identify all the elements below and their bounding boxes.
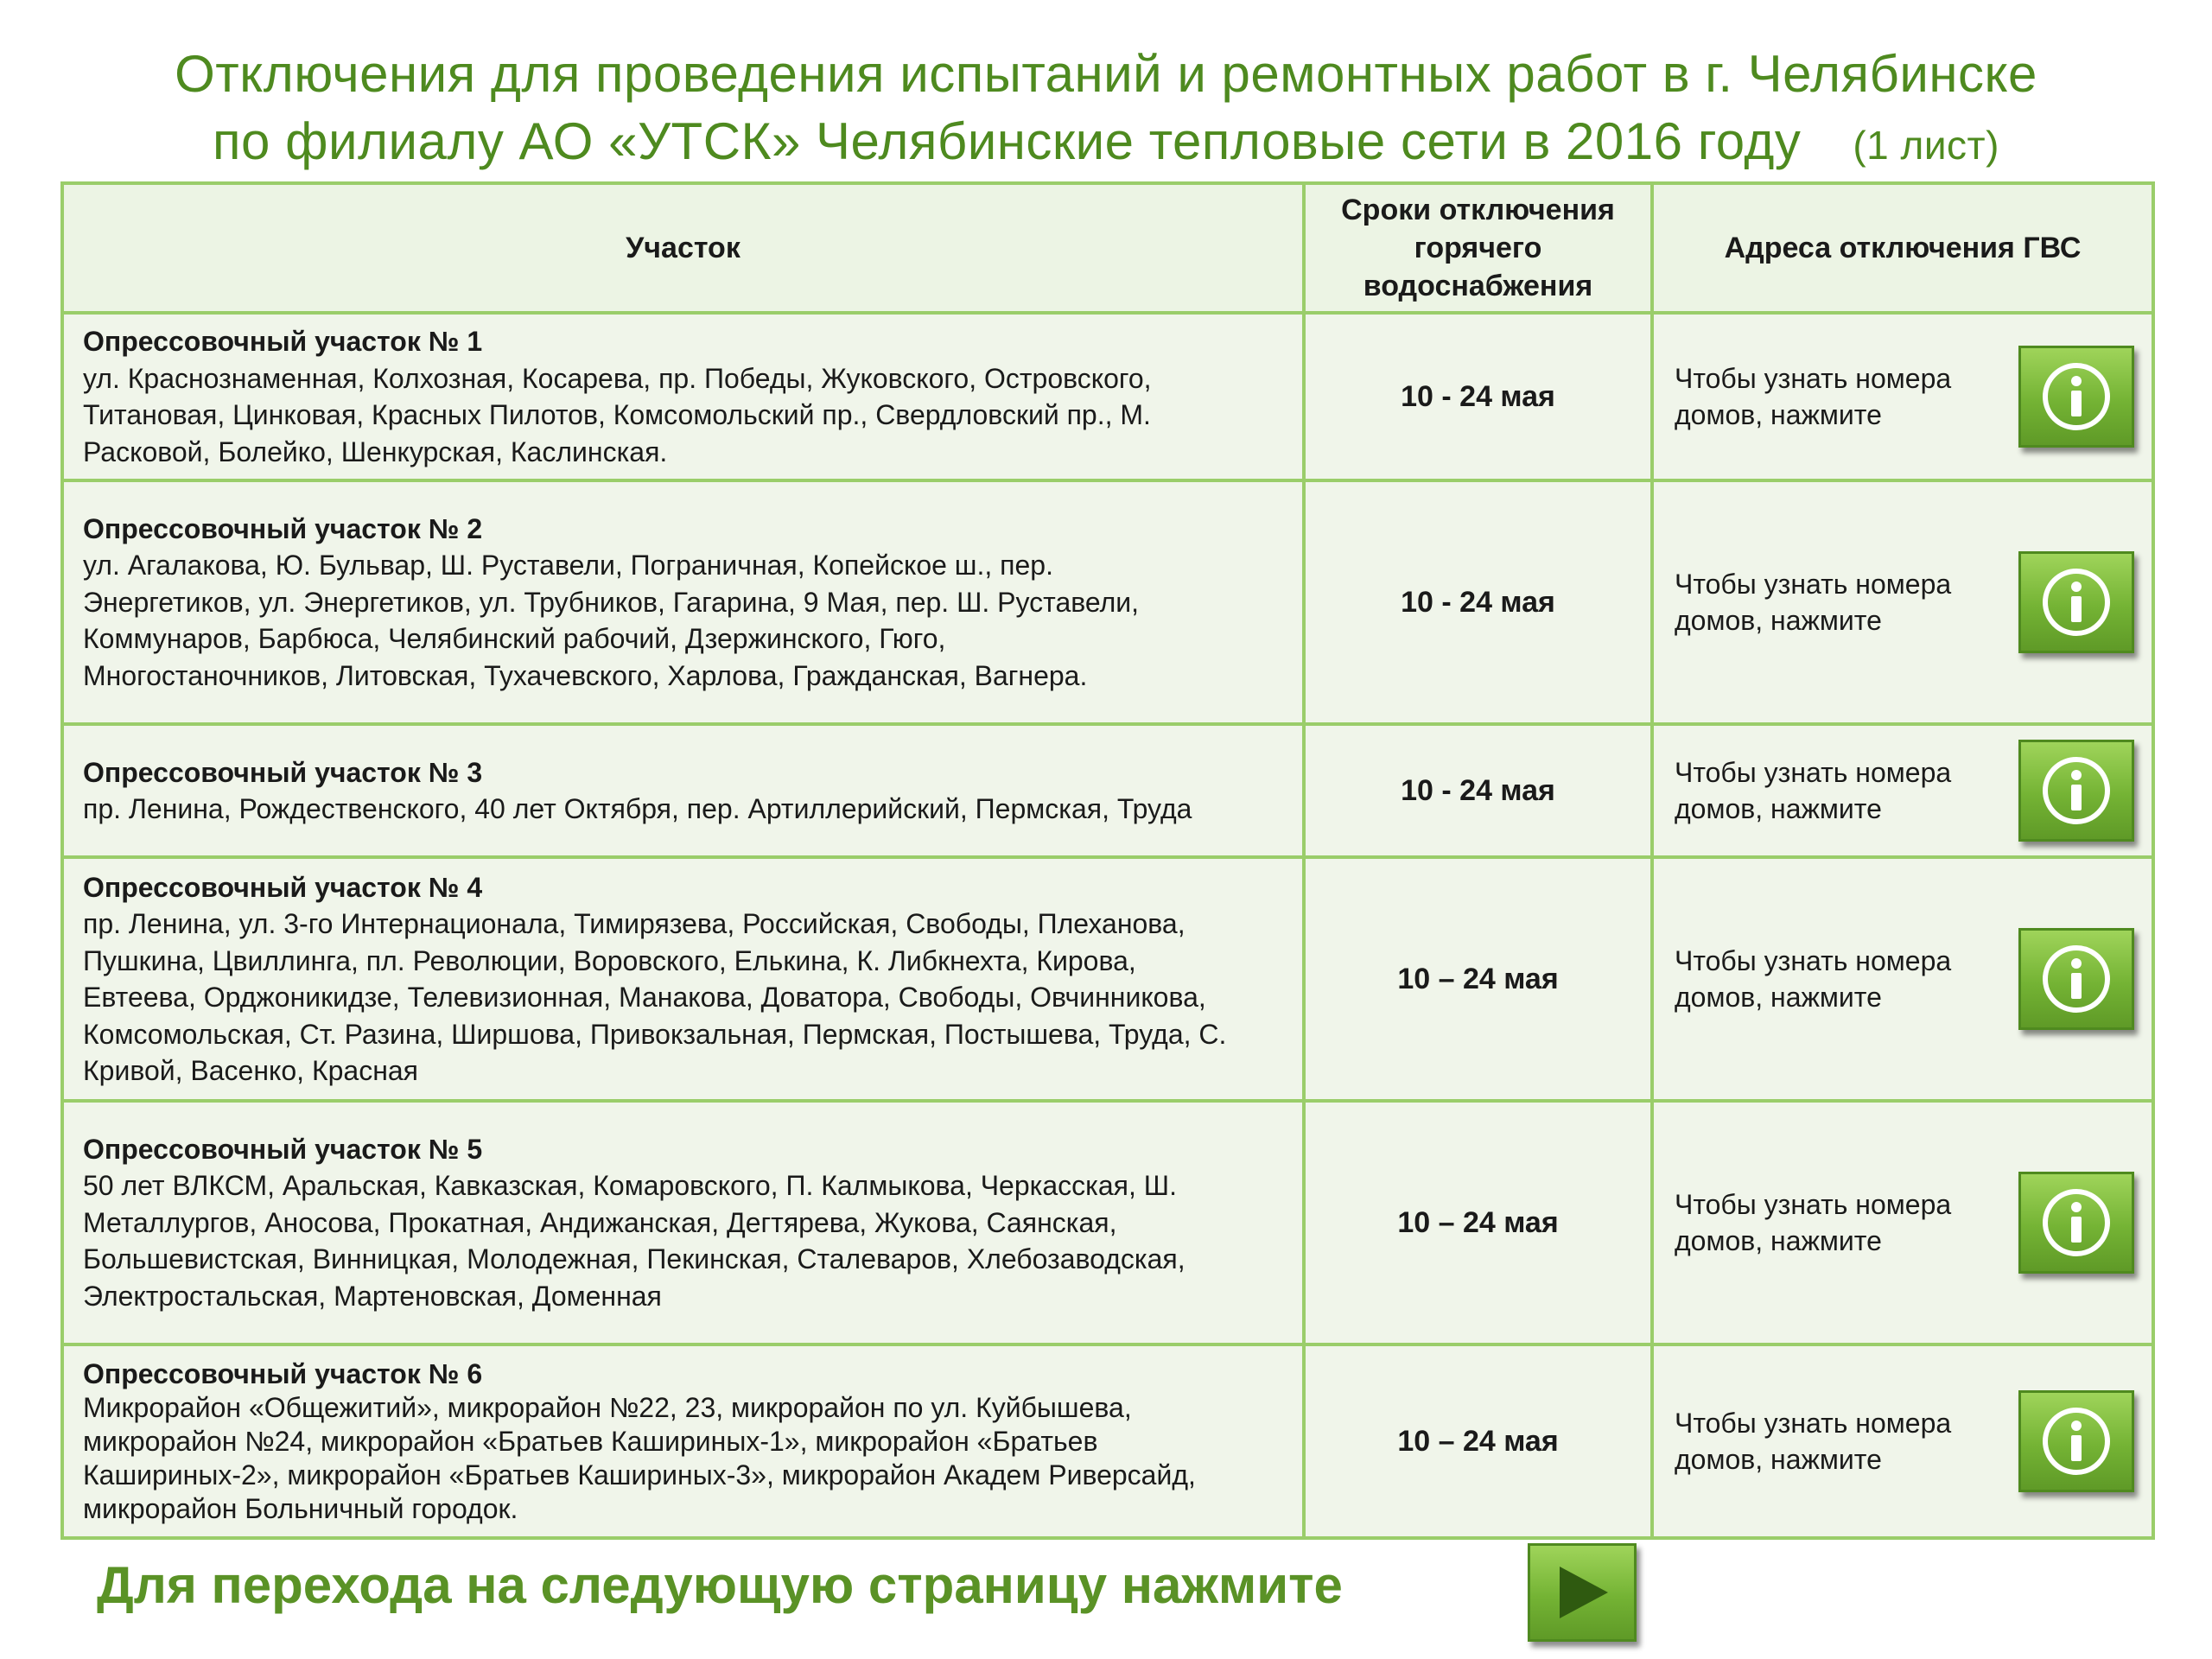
address-cell	[1652, 724, 2153, 857]
outage-dates: 10 - 24 мая	[1304, 724, 1652, 857]
area-streets: ул. Краснознаменная, Колхозная, Косарева, пр. Победы, Жуковского, Островского, Титановая, Цинковая, Красных Пилотов, Комсомольский пр., Свердловский пр., М. Расковой, Болейко, Шенкурская, Каслинская.	[83, 362, 1152, 467]
area-streets: пр. Ленина, Рождественского, 40 лет Октября, пер. Артиллерийский, Пермская, Труда	[83, 793, 1192, 824]
header-dates: Сроки отключения горячего водоснабжения	[1304, 183, 1652, 313]
info-button[interactable]	[2018, 1390, 2134, 1492]
page-title-line1: Отключения для проведения испытаний и ремонтных работ в г. Челябинске	[175, 45, 2037, 103]
address-cell	[1652, 1101, 2153, 1344]
outage-dates: 10 – 24 мая	[1304, 1344, 1652, 1538]
outage-dates: 10 – 24 мая	[1304, 1101, 1652, 1344]
next-page-button[interactable]	[1528, 1543, 1637, 1642]
info-button[interactable]	[2018, 346, 2134, 448]
address-cell	[1652, 1344, 2153, 1538]
area-cell	[62, 1344, 1304, 1538]
play-arrow-icon	[1549, 1560, 1615, 1625]
area-streets: ул. Агалакова, Ю. Бульвар, Ш. Руставели, Пограничная, Копейское ш., пер. Энергетиков, ул. Энергетиков, ул. Трубников, Гагарина, 9 Мая, пер. Ш. Руставели, Коммунаров, Барбюса, Челябинский рабочий, Дзержинского, Гюго, Многостаночников, Литовская, Тухачевского, Харлова, Гражданская, Вагнера.	[83, 550, 1140, 691]
address-prompt: Чтобы узнать номера домов, нажмите	[1675, 1408, 1952, 1475]
page-title	[0, 41, 2212, 107]
area-name: Опрессовочный участок № 6	[83, 1357, 483, 1389]
outage-dates: 10 - 24 мая	[1304, 480, 1652, 724]
info-button[interactable]	[2018, 1172, 2134, 1274]
outage-dates: 10 – 24 мая	[1304, 857, 1652, 1101]
area-streets: Микрорайон «Общежитий», микрорайон №22, 23, микрорайон по ул. Куйбышева, микрорайон №24, микрорайон «Братьев Кашириных-1», микрорайон «Братьев Кашириных-2», микрорайон «Братьев Кашириных-3», микрорайон Академ Риверсайд, микрорайон Больничный городок.	[83, 1391, 1196, 1524]
area-cell	[62, 724, 1304, 857]
outage-table	[60, 181, 2155, 1540]
address-prompt: Чтобы узнать номера домов, нажмите	[1675, 1189, 1952, 1256]
address-prompt: Чтобы узнать номера домов, нажмите	[1675, 945, 1952, 1013]
info-icon	[2040, 360, 2113, 433]
address-prompt: Чтобы узнать номера домов, нажмите	[1675, 569, 1952, 636]
area-name: Опрессовочный участок № 3	[83, 756, 483, 788]
table-row	[62, 1101, 2153, 1344]
table-row	[62, 857, 2153, 1101]
area-cell	[62, 313, 1304, 480]
page-title-line2: по филиалу АО «УТСК» Челябинские тепловые сети в 2016 году	[213, 112, 1802, 170]
next-page-caption: Для перехода на следующую страницу нажмите	[97, 1556, 1343, 1614]
table-row	[62, 1344, 2153, 1538]
address-prompt: Чтобы узнать номера домов, нажмите	[1675, 363, 1952, 430]
area-name: Опрессовочный участок № 4	[83, 871, 483, 903]
area-cell	[62, 1101, 1304, 1344]
info-icon	[2040, 754, 2113, 827]
area-name: Опрессовочный участок № 2	[83, 512, 483, 544]
header-addresses: Адреса отключения ГВС	[1652, 183, 2153, 313]
area-cell	[62, 480, 1304, 724]
table-row	[62, 480, 2153, 724]
area-name: Опрессовочный участок № 5	[83, 1133, 483, 1165]
info-icon	[2040, 1186, 2113, 1259]
address-cell	[1652, 313, 2153, 480]
info-button[interactable]	[2018, 740, 2134, 842]
page-subtitle	[0, 109, 2212, 178]
area-cell	[62, 857, 1304, 1101]
table-row	[62, 313, 2153, 480]
address-cell	[1652, 857, 2153, 1101]
area-name: Опрессовочный участок № 1	[83, 326, 483, 357]
address-cell	[1652, 480, 2153, 724]
info-icon	[2040, 1405, 2113, 1478]
area-streets: 50 лет ВЛКСМ, Аральская, Кавказская, Комаровского, П. Калмыкова, Черкасская, Ш. Металлургов, Аносова, Прокатная, Андижанская, Дегтярева, Жукова, Саянская, Большевистская, Винницкая, Молодежная, Пекинская, Сталеваров, Хлебозаводская, Электростальская, Мартеновская, Доменная	[83, 1170, 1185, 1312]
info-button[interactable]	[2018, 551, 2134, 653]
table-row	[62, 724, 2153, 857]
info-icon	[2040, 943, 2113, 1015]
address-prompt: Чтобы узнать номера домов, нажмите	[1675, 757, 1952, 824]
header-area: Участок	[62, 183, 1304, 313]
info-button[interactable]	[2018, 928, 2134, 1030]
outage-dates: 10 - 24 мая	[1304, 313, 1652, 480]
area-streets: пр. Ленина, ул. 3-го Интернационала, Тимирязева, Российская, Свободы, Плеханова, Пушкина, Цвиллинга, пл. Революции, Воровского, Елькина, К. Либкнехта, Кирова, Евтеева, Орджоникидзе, Телевизионная, Манакова, Доватора, Свободы, Овчинникова, Комсомольская, Ст. Разина, Ширшова, Привокзальная, Пермская, Постышева, Труда, С. Кривой, Васенко, Красная	[83, 908, 1227, 1086]
info-icon	[2040, 566, 2113, 639]
sheet-number: (1 лист)	[1853, 123, 1999, 168]
table-header-row	[62, 183, 2153, 313]
